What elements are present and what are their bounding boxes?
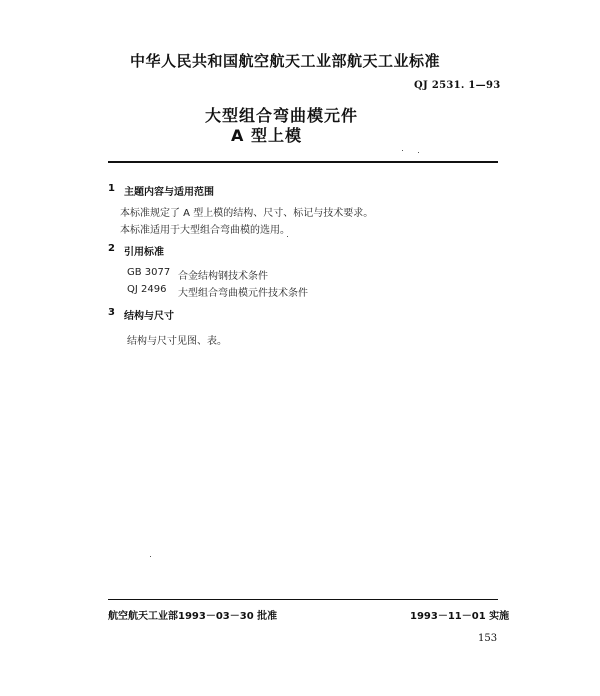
reference-code: QJ 2496 — [127, 284, 167, 295]
reference-name: 合金结构钢技术条件 — [178, 271, 268, 282]
footer-divider — [108, 599, 498, 600]
section-3-paragraph-line: 结构与尺寸见图、表。 — [127, 336, 227, 347]
scan-speck — [418, 152, 419, 153]
reference-code: GB 3077 — [127, 267, 171, 278]
page-number: 153 — [478, 633, 498, 644]
section-3-number: 3 — [108, 307, 115, 318]
scan-speck — [150, 556, 151, 557]
header-divider — [108, 161, 498, 163]
standard-number: QJ 2531. 1—93 — [414, 80, 501, 91]
section-1-number: 1 — [108, 183, 115, 194]
scan-speck — [402, 150, 403, 151]
issuing-authority: 中华人民共和国航空航天工业部航天工业标准 — [130, 52, 441, 70]
document-title: 大型组合弯曲模元件 — [205, 106, 359, 125]
section-3-heading: 结构与尺寸 — [124, 311, 174, 322]
reference-name: 大型组合弯曲模元件技术条件 — [178, 288, 308, 299]
implementation-date: 1993－11－01 实施 — [410, 611, 510, 622]
section-1-heading: 主题内容与适用范围 — [124, 187, 214, 198]
section-2-number: 2 — [108, 243, 115, 254]
section-1-paragraph-line: 本标准规定了 A 型上模的结构、尺寸、标记与技术要求。 — [120, 208, 374, 219]
scan-speck — [287, 236, 288, 237]
section-2-heading: 引用标准 — [124, 247, 164, 258]
approval-line: 航空航天工业部1993－03－30 批准 — [108, 611, 278, 622]
section-1-paragraph-line: 本标准适用于大型组合弯曲模的选用。 — [120, 225, 290, 236]
document-subtitle: A 型上模 — [231, 126, 302, 145]
